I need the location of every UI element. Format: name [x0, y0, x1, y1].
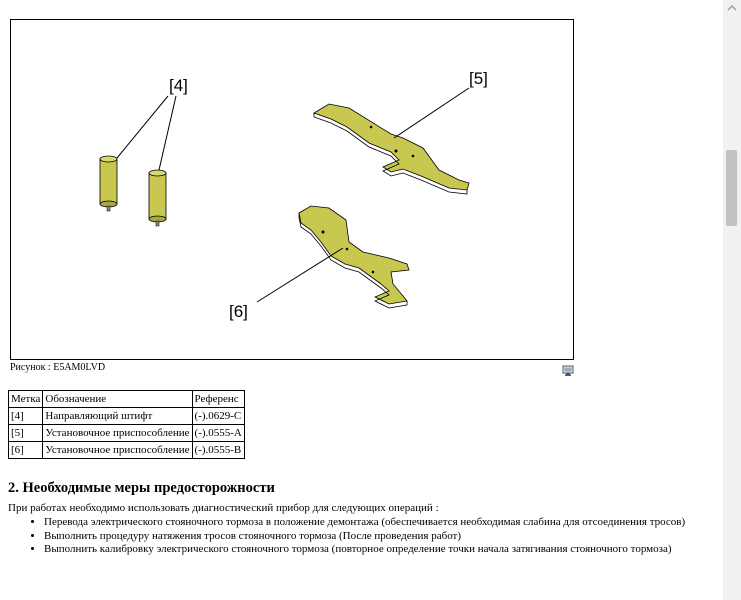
table-row: [9, 442, 245, 459]
list-item: • Выполнить калибровку электрического стояночного тормоза (повторное определение точки начала затягивания стояночного тормоза): [44, 543, 708, 557]
table-cell: [4]: [9, 408, 43, 425]
list-item: • Выполнить процедуру натяжения тросов стояночного тормоза (После проведения работ): [44, 530, 708, 544]
table-header-row: [9, 391, 245, 408]
setting-fixture-a: [314, 104, 469, 194]
section-intro: При работах необходимо использовать диагностический прибор для следующих операций :: [8, 502, 439, 514]
table-cell: Установочное приспособление: [43, 442, 192, 459]
list-item: • Перевода электрического стояночного тормоза в положение демонтажа (обеспечивается необходимая слабина для отсоединения тросов): [44, 516, 708, 530]
column-header-designation: Обозначение: [43, 391, 192, 408]
table-cell: (-).0555-B: [192, 442, 244, 459]
section-heading: 2. Необходимые меры предосторожности: [8, 480, 275, 496]
scrollbar-thumb[interactable]: [726, 150, 737, 226]
setting-fixture-b: [299, 206, 409, 308]
guide-pin-1: [100, 156, 117, 211]
column-header-label: Метка: [9, 391, 43, 408]
print-icon[interactable]: [562, 364, 574, 376]
table-row: [9, 425, 245, 442]
figure-frame: [10, 19, 574, 360]
table-cell: [6]: [9, 442, 43, 459]
table-cell: (-).0555-A: [192, 425, 244, 442]
column-header-reference: Референс: [192, 391, 244, 408]
table-row: [9, 408, 245, 425]
guide-pin-2: [149, 170, 166, 226]
vertical-scrollbar[interactable]: [723, 0, 741, 600]
callout-6: [6]: [229, 302, 248, 321]
callout-5: [5]: [469, 69, 488, 88]
figure-caption: Рисунок : E5AM0LVD: [10, 362, 106, 373]
operations-list: [8, 516, 708, 557]
table-cell: [5]: [9, 425, 43, 442]
callout-4: [4]: [169, 76, 188, 95]
legend-table: [8, 390, 245, 459]
figure-illustration: [11, 20, 573, 359]
table-cell: Направляющий штифт: [43, 408, 192, 425]
table-cell: Установочное приспособление: [43, 425, 192, 442]
table-cell: (-).0629-C: [192, 408, 244, 425]
arrow-up-icon[interactable]: [723, 0, 741, 17]
